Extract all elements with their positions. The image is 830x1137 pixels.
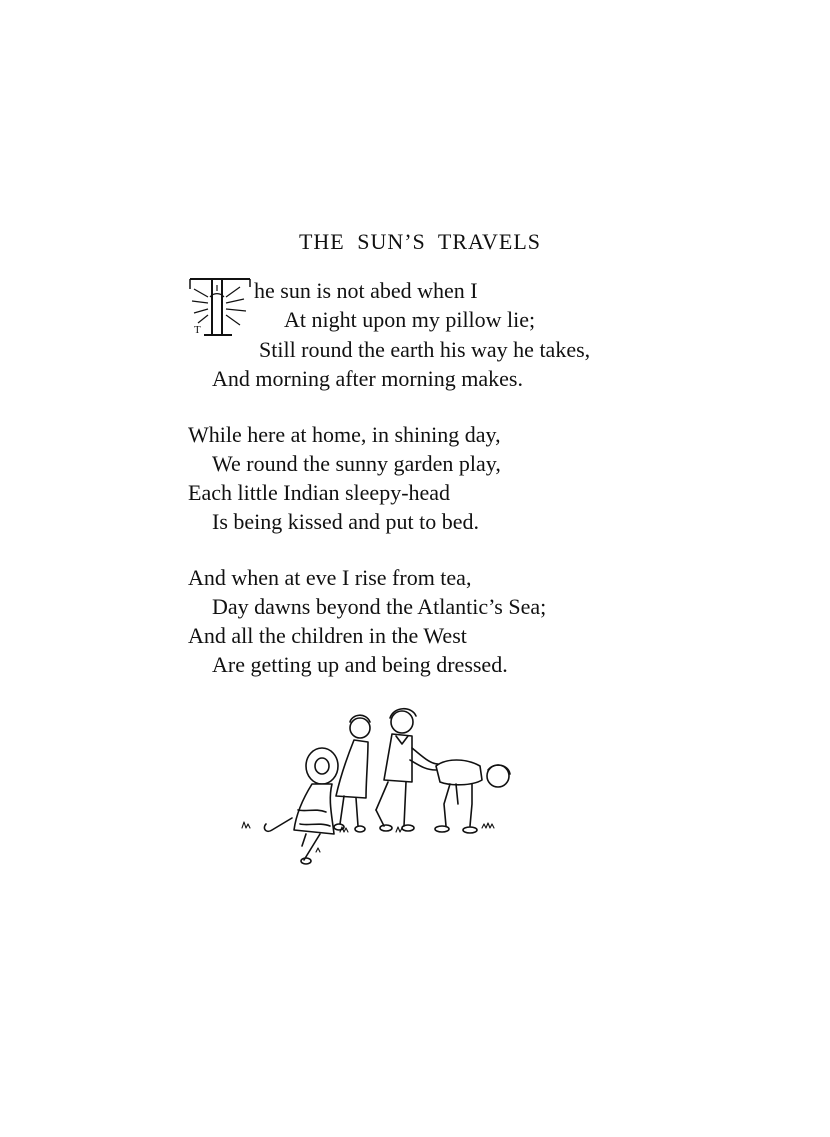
stanza-2-line-1: While here at home, in shining day,: [188, 422, 501, 447]
stanza-3-line-2: Day dawns beyond the Atlantic’s Sea;: [212, 594, 547, 619]
stanza-3-line-3: And all the children in the West: [188, 623, 467, 648]
stanza-1-line-1: he sun is not abed when I: [254, 278, 478, 303]
stanza-1-line-2: At night upon my pillow lie;: [284, 307, 536, 332]
drop-cap-sun-icon: [186, 275, 254, 341]
stanza-3-line-4: Are getting up and being dressed.: [212, 652, 508, 677]
stanza-2-line-4: Is being kissed and put to bed.: [212, 509, 480, 534]
children-playing-illustration: [236, 700, 526, 870]
stanza-2-line-3: Each little Indian sleepy-head: [188, 480, 451, 505]
stanza-1-line-4: And morning after morning makes.: [212, 366, 523, 391]
stanza-1-line-3: Still round the earth his way he takes,: [259, 337, 591, 362]
stanza-3-line-1: And when at eve I rise from tea,: [188, 565, 472, 590]
stanza-2-line-2: We round the sunny garden play,: [212, 451, 501, 476]
poem-title: THE SUN’S TRAVELS: [298, 229, 542, 254]
drop-cap-letter: T: [194, 324, 201, 336]
